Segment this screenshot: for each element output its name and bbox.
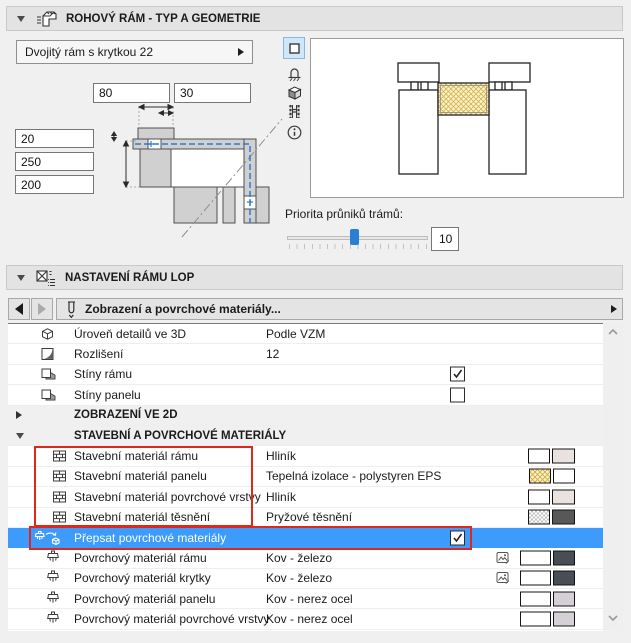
row-label: Stíny panelu bbox=[74, 387, 141, 402]
material-swatches bbox=[520, 612, 575, 627]
table-row[interactable] bbox=[8, 344, 603, 364]
frame-preview-drawing bbox=[311, 39, 623, 197]
priority-input[interactable] bbox=[431, 227, 459, 251]
section-row[interactable] bbox=[8, 406, 603, 426]
chevron-right-icon bbox=[238, 48, 244, 56]
row-value[interactable]: Podle VZM bbox=[266, 326, 326, 341]
scroll-down-icon[interactable] bbox=[608, 615, 618, 621]
row-label: Stíny rámu bbox=[74, 367, 133, 382]
row-label: Stavební materiál panelu bbox=[74, 469, 207, 484]
table-row[interactable] bbox=[8, 385, 603, 405]
table-row[interactable] bbox=[8, 589, 603, 609]
row-label: Povrchový materiál krytky bbox=[74, 571, 211, 586]
material-swatch[interactable] bbox=[553, 469, 575, 484]
table-row[interactable] bbox=[8, 528, 603, 548]
table-row[interactable] bbox=[8, 508, 603, 528]
page-selector-button[interactable] bbox=[56, 298, 623, 320]
collapse-arrow-icon[interactable] bbox=[17, 16, 25, 22]
chevron-right-icon bbox=[611, 305, 617, 313]
shadow-box-icon bbox=[40, 367, 57, 382]
row-checkbox[interactable] bbox=[450, 367, 465, 382]
scrollbar[interactable] bbox=[603, 323, 623, 630]
corner-frame-diagram bbox=[104, 101, 284, 241]
material-swatches bbox=[528, 489, 575, 504]
row-value[interactable]: Kov - železo bbox=[266, 550, 333, 565]
material-swatch[interactable] bbox=[553, 550, 575, 565]
table-row[interactable] bbox=[8, 487, 603, 507]
arrow-left-icon bbox=[15, 303, 23, 315]
settings-table bbox=[8, 323, 603, 631]
paint-brush-icon bbox=[46, 591, 60, 607]
tool-film-view-button[interactable] bbox=[283, 100, 305, 122]
material-swatches bbox=[528, 510, 575, 525]
material-swatch[interactable] bbox=[520, 550, 551, 565]
tool-plan-view-button[interactable] bbox=[283, 37, 305, 59]
material-swatch[interactable] bbox=[528, 449, 550, 464]
material-swatch[interactable] bbox=[552, 449, 575, 464]
row-value[interactable]: Tepelná izolace - polystyren EPS bbox=[266, 469, 442, 484]
table-row[interactable] bbox=[8, 609, 603, 629]
info-icon bbox=[285, 123, 304, 142]
paint-brush-icon bbox=[46, 550, 60, 566]
table-row[interactable] bbox=[8, 548, 603, 568]
expand-arrow-icon[interactable] bbox=[16, 411, 22, 419]
settings-table-icon bbox=[34, 267, 57, 288]
page-selector-label: Zobrazení a povrchové materiály... bbox=[85, 302, 281, 316]
paint-brush-icon bbox=[46, 570, 60, 586]
row-label: Přepsat povrchové materiály bbox=[74, 530, 227, 545]
paint-brush-icon bbox=[46, 611, 60, 627]
material-swatch[interactable] bbox=[552, 510, 575, 525]
table-row[interactable] bbox=[8, 365, 603, 385]
row-value[interactable]: Hliník bbox=[266, 449, 297, 464]
frame-dim1-input[interactable] bbox=[15, 152, 94, 171]
row-label: Povrchový materiál rámu bbox=[74, 550, 207, 565]
material-swatch[interactable] bbox=[520, 571, 551, 586]
material-swatches bbox=[528, 449, 575, 464]
shadow-box-icon bbox=[40, 387, 57, 402]
table-row[interactable] bbox=[8, 569, 603, 589]
row-value[interactable]: Kov - železo bbox=[266, 571, 333, 586]
row-label: Stavební materiál povrchové vrstvy bbox=[74, 489, 261, 504]
material-swatch[interactable] bbox=[552, 489, 575, 504]
pin-icon bbox=[65, 300, 77, 319]
row-label: Povrchový materiál povrchové vrstvy bbox=[74, 612, 270, 627]
brick-material-icon bbox=[52, 510, 67, 524]
material-swatch[interactable] bbox=[553, 612, 575, 627]
row-checkbox[interactable] bbox=[450, 387, 465, 402]
row-value[interactable]: Pryžové těsnění bbox=[266, 510, 353, 525]
panel-header-lop-settings[interactable] bbox=[6, 265, 623, 290]
material-swatches bbox=[529, 469, 575, 484]
row-label: Rozlišení bbox=[74, 347, 124, 362]
panel-header-geometry[interactable] bbox=[6, 6, 623, 31]
material-swatches bbox=[520, 550, 575, 565]
material-swatch[interactable] bbox=[520, 612, 551, 627]
texture-icon[interactable] bbox=[496, 551, 510, 564]
row-label: Povrchový materiál panelu bbox=[74, 591, 216, 606]
row-value[interactable]: Kov - nerez ocel bbox=[266, 612, 353, 627]
row-value[interactable]: Hliník bbox=[266, 489, 297, 504]
brick-material-icon bbox=[52, 449, 67, 463]
preview-panel bbox=[310, 38, 624, 198]
material-swatch[interactable] bbox=[553, 571, 575, 586]
brick-material-icon bbox=[52, 469, 67, 483]
row-label: Stavební materiál těsnění bbox=[74, 510, 211, 525]
corner-frame-icon bbox=[34, 8, 58, 30]
row-label: Stavební materiál rámu bbox=[74, 449, 199, 464]
row-value[interactable]: 12 bbox=[266, 347, 280, 362]
arrow-right-icon bbox=[38, 303, 46, 315]
frame-dim2-input[interactable] bbox=[15, 175, 94, 194]
table-row[interactable] bbox=[8, 324, 603, 344]
brush-override-icon bbox=[34, 530, 62, 546]
priority-slider-ticks bbox=[289, 244, 427, 249]
material-swatch[interactable] bbox=[520, 591, 551, 606]
table-row[interactable] bbox=[8, 446, 603, 466]
material-swatch[interactable] bbox=[529, 469, 551, 484]
frame-width-input[interactable] bbox=[93, 83, 170, 103]
material-swatch[interactable] bbox=[528, 510, 550, 525]
film-strip-icon bbox=[285, 102, 304, 121]
panel-title: ROHOVÝ RÁM - TYP A GEOMETRIE bbox=[66, 12, 261, 25]
row-label: ZOBRAZENÍ VE 2D bbox=[74, 409, 178, 422]
priority-label: Priorita průniků trámů: bbox=[285, 207, 404, 221]
material-swatch[interactable] bbox=[553, 591, 575, 606]
nav-next-button[interactable] bbox=[31, 298, 53, 320]
row-label: Úroveň detailů ve 3D bbox=[74, 326, 187, 341]
collapse-arrow-icon[interactable] bbox=[17, 275, 25, 281]
material-swatches bbox=[520, 571, 575, 586]
row-label: STAVEBNÍ A POVRCHOVÉ MATERIÁLY bbox=[74, 429, 287, 442]
material-swatch[interactable] bbox=[528, 489, 550, 504]
frame-type-value: Dvojitý rám s krytkou 22 bbox=[25, 45, 154, 59]
row-checkbox[interactable] bbox=[450, 530, 465, 545]
nav-previous-button[interactable] bbox=[8, 298, 30, 320]
texture-icon[interactable] bbox=[496, 572, 510, 585]
table-row[interactable] bbox=[8, 467, 603, 487]
scroll-up-icon[interactable] bbox=[608, 329, 618, 335]
panel-title: NASTAVENÍ RÁMU LOP bbox=[65, 271, 195, 284]
tool-info-button[interactable] bbox=[283, 121, 305, 143]
resolution-icon bbox=[40, 347, 55, 362]
row-value[interactable]: Kov - nerez ocel bbox=[266, 591, 353, 606]
brick-material-icon bbox=[52, 490, 67, 504]
priority-slider-thumb[interactable] bbox=[350, 229, 359, 245]
section-row[interactable] bbox=[8, 426, 603, 446]
cube-3d-icon bbox=[40, 326, 55, 341]
material-swatches bbox=[520, 591, 575, 606]
frame-type-dropdown[interactable] bbox=[16, 40, 253, 64]
collapse-arrow-icon[interactable] bbox=[16, 433, 24, 439]
plan-view-icon bbox=[285, 39, 304, 58]
cube-3d-view-icon bbox=[285, 83, 304, 102]
frame-offset-input[interactable] bbox=[15, 129, 94, 148]
frame-depth-input[interactable] bbox=[174, 83, 251, 103]
